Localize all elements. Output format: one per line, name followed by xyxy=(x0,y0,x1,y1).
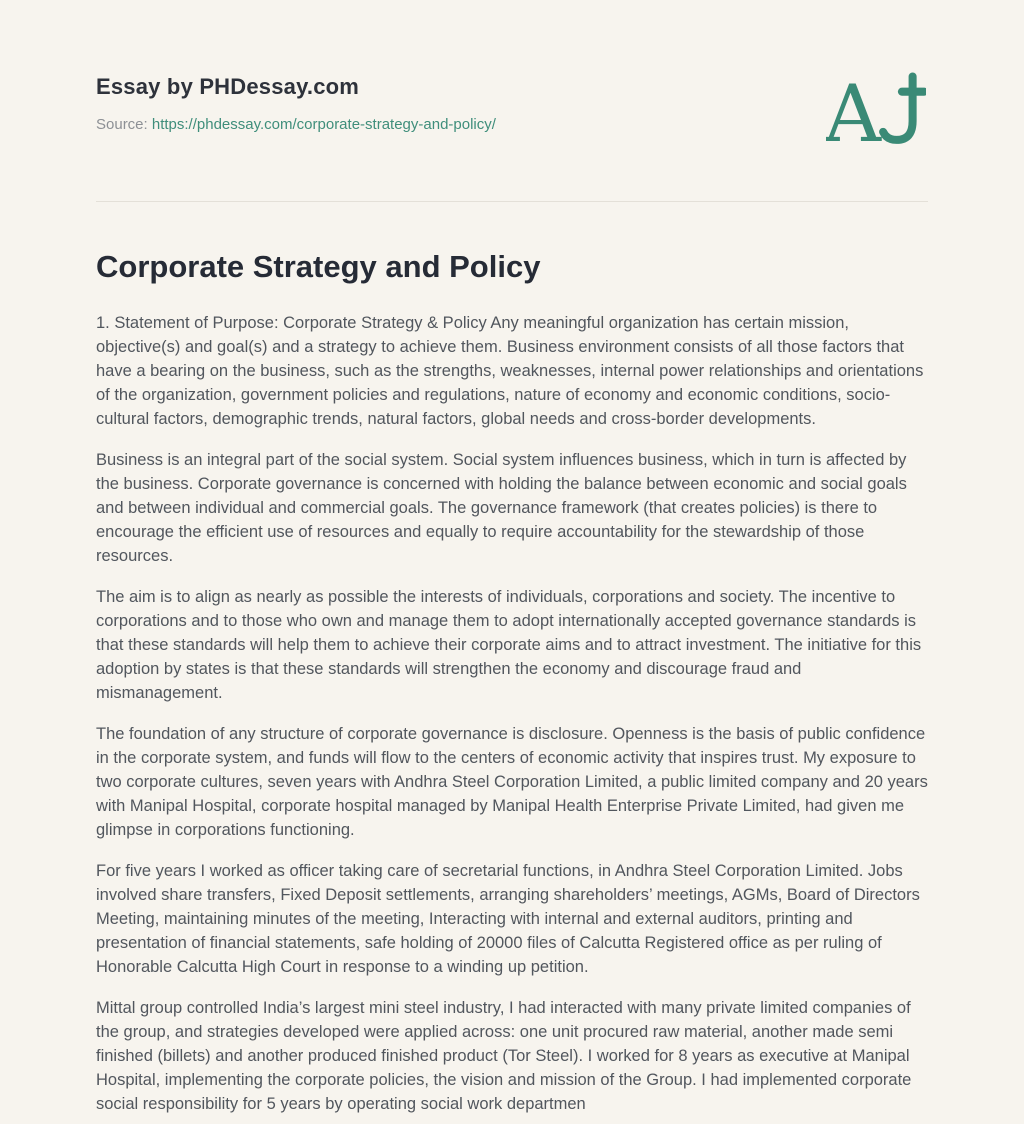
phdessay-logo-icon xyxy=(826,68,926,165)
essay-title: Corporate Strategy and Policy xyxy=(96,249,541,284)
header-divider xyxy=(96,201,928,202)
source-url-link[interactable]: https://phdessay.com/corporate-strategy-and-policy/ xyxy=(151,116,496,133)
essay-paragraph-3: The aim is to align as nearly as possible the interests of individuals, corporations and society. The incentive to corporations and to those who own and manage them to adopt internationally accepted governance standards is that these standards will help them to achieve their corporate aims and to attract investment. The initiative for this adoption by states is that these standards will strengthen the economy and discourage fraud and mismanagement. xyxy=(96,588,922,703)
essay-paragraph-6: Mittal group controlled India’s largest mini steel industry, I had interacted with many private limited companies of the group, and strategies developed were applied across: one unit procured raw material, another made semi finished (billets) and another produced finished product (Tor Steel). I worked for 8 years as executive at Manipal Hospital, implementing the corporate policies, the vision and mission of the Group. I had implemented corporate social responsibility for 5 years by operating social work departmen xyxy=(96,999,912,1114)
page-header xyxy=(96,0,928,165)
essay-paragraph-4: The foundation of any structure of corporate governance is disclosure. Openness is the basis of public confidence in the corporate system, and funds will flow to the centers of economic activity that inspires trust. My exposure to two corporate cultures, seven years with Andhra Steel Corporation Limited, a public limited company and 20 years with Manipal Hospital, corporate hospital managed by Manipal Health Enterprise Private Limited, had given me glimpse in corporations functioning. xyxy=(96,725,928,840)
source-line xyxy=(96,116,496,133)
essay-paragraph-5: For five years I worked as officer taking care of secretarial functions, in Andhra Steel Corporation Limited. Jobs involved share transfers, Fixed Deposit settlements, arranging shareholders’ meetings, AGMs, Board of Directors Meeting, maintaining minutes of the meeting, Interacting with internal and external auditors, printing and presentation of financial statements, safe holding of 20000 files of Calcutta Registered office as per ruling of Honorable Calcutta High Court in response to a winding up petition. xyxy=(96,862,920,977)
header-text-block xyxy=(96,74,496,133)
svg-text:A: A xyxy=(826,68,881,160)
essay-paragraph-2: Business is an integral part of the social system. Social system influences business, which in turn is affected by the business. Corporate governance is concerned with holding the balance between economic and social goals and between individual and commercial goals. The governance framework (that creates policies) is there to encourage the efficient use of resources and equally to require accountability for the stewardship of those resources. xyxy=(96,451,907,566)
essay-body xyxy=(96,311,928,1116)
source-label: Source: xyxy=(96,116,148,133)
brand-title: Essay by PHDessay.com xyxy=(96,74,360,99)
essay-paragraph-1: 1. Statement of Purpose: Corporate Strategy & Policy Any meaningful organization has certain mission, objective(s) and goal(s) and a strategy to achieve them. Business environment consists of all those factors that have a bearing on the business, such as the strengths, weaknesses, internal power relationships and orientations of the organization, government policies and regulations, nature of economy and economic conditions, socio-cultural factors, demographic trends, natural factors, global needs and cross-border developments. xyxy=(96,314,924,429)
